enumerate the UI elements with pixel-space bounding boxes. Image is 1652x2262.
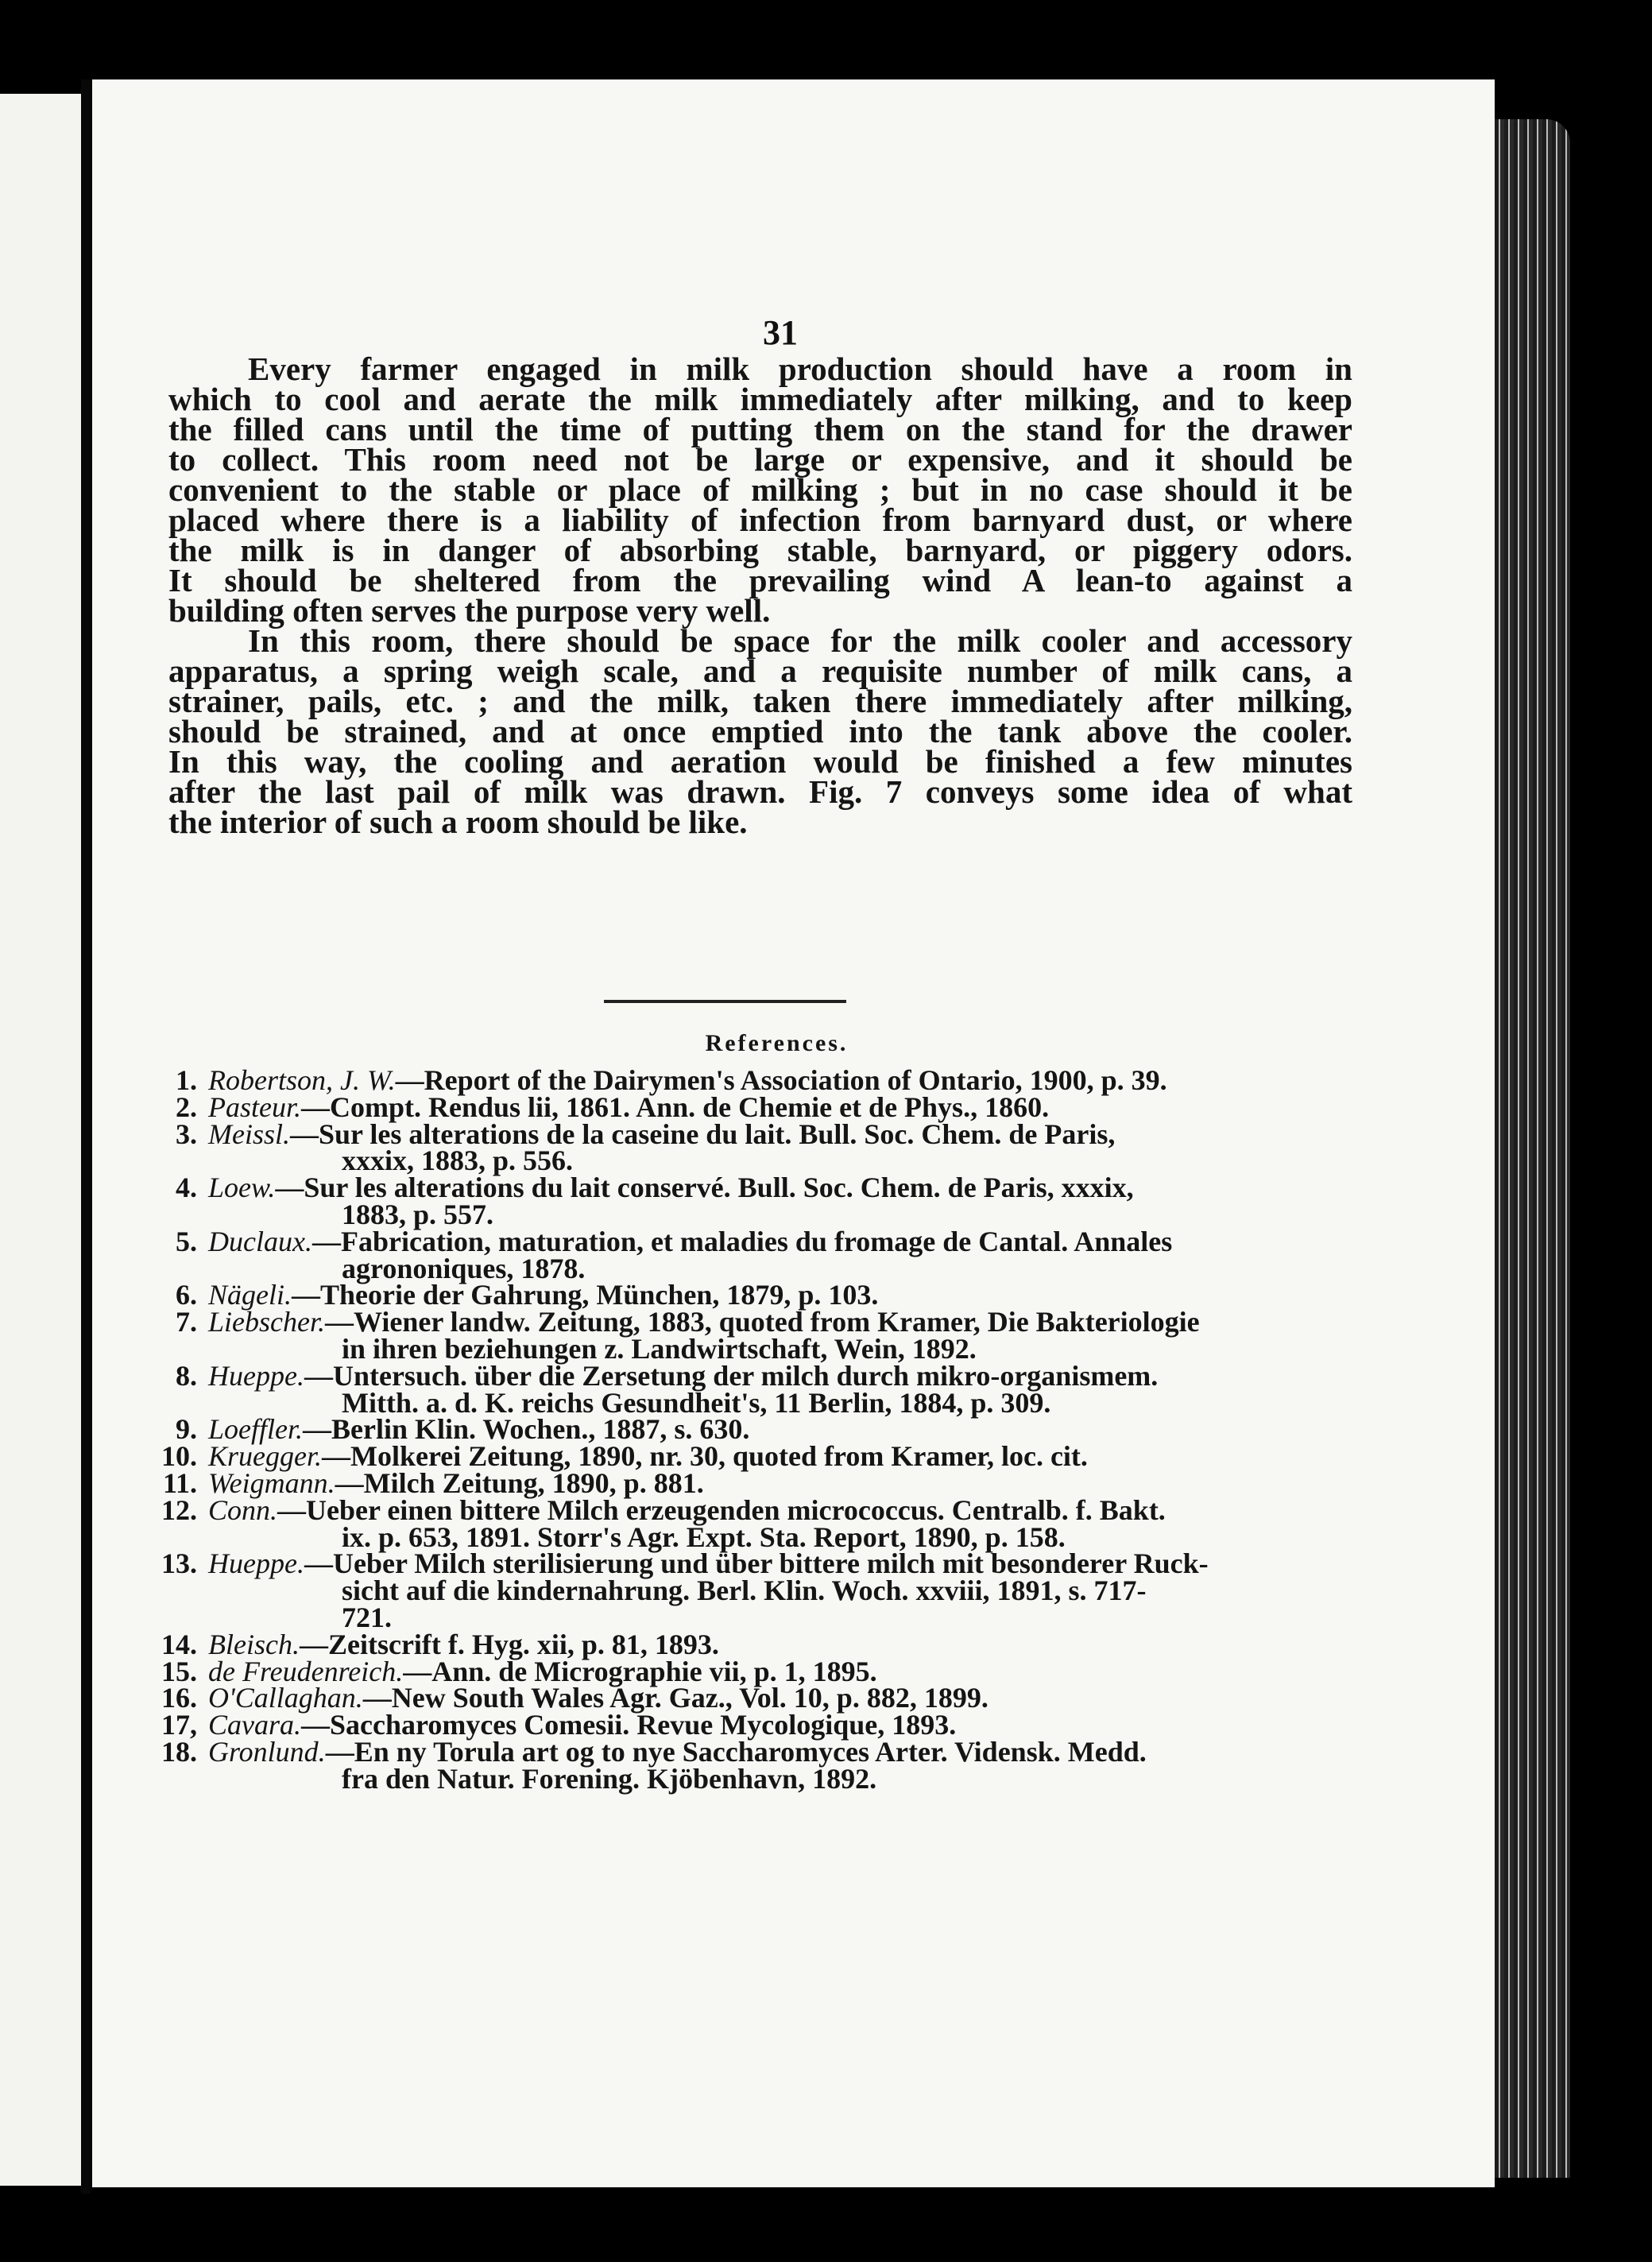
reference-entry — [159, 1225, 1359, 1284]
reference-number: 9. — [176, 1413, 197, 1446]
reference-text: —Zeitscrift f. Hyg. xii, p. 81, 1893. — [299, 1628, 719, 1660]
reference-line — [159, 1709, 1359, 1741]
reference-line — [159, 1440, 1359, 1473]
reference-continuation: 1883, p. 557. — [342, 1198, 494, 1230]
reference-number: 1. — [176, 1064, 197, 1096]
book-gutter — [81, 79, 91, 2194]
reference-number: 14. — [161, 1628, 197, 1660]
reference-author: Hueppe. — [208, 1547, 304, 1580]
reference-line — [159, 1359, 1359, 1392]
reference-entry — [159, 1628, 1359, 1660]
reference-text: —Theorie der Gahrung, München, 1879, p. 103. — [292, 1279, 879, 1311]
section-divider — [604, 1000, 846, 1003]
reference-text: —Ueber Milch sterilisierung und über bittere milch mit besonderer Ruck- — [304, 1547, 1209, 1580]
text-line: which to cool and aerate the milk immediately after milking, and to keep — [168, 381, 1352, 417]
reference-number: 15. — [161, 1655, 197, 1687]
body-text — [168, 351, 1352, 840]
text-line: In this room, there should be space for the milk cooler and accessory — [248, 622, 1352, 659]
reference-continuation: ix. p. 653, 1891. Storr's Agr. Expt. Sta. Report, 1890, p. 158. — [342, 1520, 1066, 1553]
text-line: should be strained, and at once emptied into the tank above the cooler. — [168, 713, 1352, 749]
reference-number: 18. — [161, 1735, 197, 1768]
reference-entry — [159, 1735, 1359, 1795]
reference-number: 16. — [161, 1682, 197, 1714]
reference-author: de Freudenreich. — [208, 1655, 404, 1687]
reference-number: 2. — [176, 1090, 197, 1123]
text-line: In this way, the cooling and aeration would be finished a few minutes — [168, 743, 1352, 780]
reference-author: Gronlund. — [208, 1735, 326, 1768]
reference-entry — [159, 1709, 1359, 1741]
reference-text: —Milch Zeitung, 1890, p. 881. — [335, 1466, 704, 1499]
reference-line — [159, 1413, 1359, 1446]
page-stack-edges — [1495, 119, 1570, 2178]
reference-line — [159, 1225, 1359, 1257]
reference-entry — [159, 1682, 1359, 1714]
reference-number: 11. — [162, 1466, 197, 1499]
reference-line — [159, 1735, 1359, 1768]
text-line: the milk is in danger of absorbing stable, barnyard, or piggery odors. — [168, 532, 1352, 568]
references-list — [159, 1064, 1359, 1795]
reference-continuation: in ihren beziehungen z. Landwirtschaft, Wein, 1892. — [342, 1332, 977, 1365]
reference-entry — [159, 1466, 1359, 1499]
reference-text: —Untersuch. über die Zersetung der milch durch mikro-organismem. — [304, 1359, 1159, 1392]
references-heading: References. — [705, 1030, 849, 1056]
reference-text: —En ny Torula art og to nye Saccharomyces Arter. Vidensk. Medd. — [325, 1735, 1147, 1768]
reference-line — [159, 1655, 1359, 1687]
reference-number: 12. — [161, 1493, 197, 1526]
reference-text: —Report of the Dairymen's Association of Ontario, 1900, p. 39. — [395, 1064, 1167, 1096]
reference-entry — [159, 1413, 1359, 1446]
reference-author: Robertson, J. W. — [208, 1064, 396, 1096]
reference-number: 3. — [176, 1117, 197, 1150]
reference-number: 4. — [176, 1172, 197, 1204]
text-line: building often serves the purpose very well. — [168, 592, 771, 629]
reference-text: —Saccharomyces Comesii. Revue Mycologique, 1893. — [301, 1709, 957, 1741]
reference-text: —Fabrication, maturation, et maladies du fromage de Cantal. Annales — [311, 1225, 1173, 1257]
reference-number: 7. — [176, 1306, 197, 1338]
reference-line — [159, 1117, 1359, 1150]
reference-number: 13. — [161, 1547, 197, 1580]
reference-author: Loew. — [208, 1172, 276, 1204]
text-line: Every farmer engaged in milk production should have a room in — [248, 351, 1352, 387]
reference-entry — [159, 1117, 1359, 1177]
reference-continuation: 721. — [342, 1601, 392, 1633]
reference-text: —Molkerei Zeitung, 1890, nr. 30, quoted from Kramer, loc. cit. — [322, 1440, 1088, 1473]
text-line: placed where there is a liability of infection from barnyard dust, or where — [168, 502, 1352, 538]
reference-continuation: sicht auf die kindernahrung. Berl. Klin. Woch. xxviii, 1891, s. 717- — [342, 1574, 1147, 1607]
reference-entry — [159, 1090, 1359, 1123]
reference-number: 5. — [176, 1225, 197, 1257]
reference-line — [159, 1682, 1359, 1714]
reference-line — [159, 1493, 1359, 1526]
reference-text: —Ueber einen bittere Milch erzeugenden micrococcus. Centralb. f. Bakt. — [277, 1493, 1166, 1526]
text-line: the interior of such a room should be like. — [168, 804, 748, 840]
reference-line — [159, 1172, 1359, 1204]
paragraph — [168, 351, 1352, 629]
reference-line — [159, 1547, 1359, 1580]
reference-text: —New South Wales Agr. Gaz., Vol. 10, p. 882, 1899. — [362, 1682, 988, 1714]
reference-entry — [159, 1655, 1359, 1687]
reference-text: —Sur les alterations du lait conservé. Bull. Soc. Chem. de Paris, xxxix, — [275, 1172, 1134, 1204]
reference-number: 17, — [161, 1709, 197, 1741]
reference-continuation: fra den Natur. Forening. Kjöbenhavn, 1892. — [342, 1762, 877, 1795]
reference-entry — [159, 1064, 1359, 1096]
reference-author: Hueppe. — [208, 1359, 304, 1392]
paragraph — [168, 622, 1352, 840]
reference-author: Liebscher. — [208, 1306, 325, 1338]
reference-entry — [159, 1547, 1359, 1633]
reference-entry — [159, 1359, 1359, 1419]
reference-author: Bleisch. — [208, 1628, 300, 1660]
reference-text: —Ann. de Micrographie vii, p. 1, 1895. — [403, 1655, 877, 1687]
text-line: It should be sheltered from the prevailing wind A lean-to against a — [168, 562, 1352, 598]
page-number: 31 — [763, 313, 798, 352]
text-line: the filled cans until the time of putting them on the stand for the drawer — [168, 411, 1352, 447]
left-page-edge — [0, 94, 81, 2186]
text-line: convenient to the stable or place of milking ; but in no case should it be — [168, 471, 1352, 508]
reference-text: —Sur les alterations de la caseine du lait. Bull. Soc. Chem. de Paris, — [290, 1117, 1116, 1150]
reference-line — [159, 1064, 1359, 1096]
reference-author: Kruegger. — [208, 1440, 322, 1473]
reference-entry — [159, 1172, 1359, 1230]
reference-line — [159, 1090, 1359, 1123]
reference-line — [159, 1279, 1359, 1311]
reference-number: 8. — [176, 1359, 197, 1392]
reference-line — [159, 1306, 1359, 1338]
reference-author: O'Callaghan. — [208, 1682, 363, 1714]
reference-author: Weigmann. — [208, 1466, 335, 1499]
reference-author: Cavara. — [208, 1709, 301, 1741]
reference-number: 6. — [176, 1279, 197, 1311]
reference-line — [159, 1466, 1359, 1499]
reference-entry — [159, 1440, 1359, 1473]
reference-author: Duclaux. — [208, 1225, 312, 1257]
reference-author: Meissl. — [208, 1117, 290, 1150]
reference-line — [159, 1628, 1359, 1660]
reference-continuation: xxxix, 1883, p. 556. — [342, 1145, 574, 1177]
reference-continuation: agrononiques, 1878. — [342, 1252, 586, 1284]
text-line: to collect. This room need not be large or expensive, and it should be — [168, 441, 1352, 478]
reference-text: —Compt. Rendus lii, 1861. Ann. de Chemie et de Phys., 1860. — [301, 1090, 1050, 1123]
reference-entry — [159, 1306, 1359, 1365]
reference-entry — [159, 1493, 1359, 1553]
reference-entry — [159, 1279, 1359, 1311]
reference-author: Pasteur. — [208, 1090, 301, 1123]
reference-author: Nägeli. — [208, 1279, 292, 1311]
text-line: after the last pail of milk was drawn. Fig. 7 conveys some idea of what — [168, 773, 1352, 810]
reference-text: —Wiener landw. Zeitung, 1883, quoted from Kramer, Die Bakteriologie — [325, 1306, 1200, 1338]
text-line: apparatus, a spring weigh scale, and a requisite number of milk cans, a — [168, 653, 1352, 689]
reference-text: —Berlin Klin. Wochen., 1887, s. 630. — [303, 1413, 750, 1446]
reference-continuation: Mitth. a. d. K. reichs Gesundheit's, 11 Berlin, 1884, p. 309. — [342, 1386, 1051, 1419]
reference-author: Loeffler. — [208, 1413, 304, 1446]
reference-author: Conn. — [208, 1493, 278, 1526]
reference-number: 10. — [161, 1440, 197, 1473]
text-line: strainer, pails, etc. ; and the milk, taken there immediately after milking, — [168, 683, 1352, 719]
